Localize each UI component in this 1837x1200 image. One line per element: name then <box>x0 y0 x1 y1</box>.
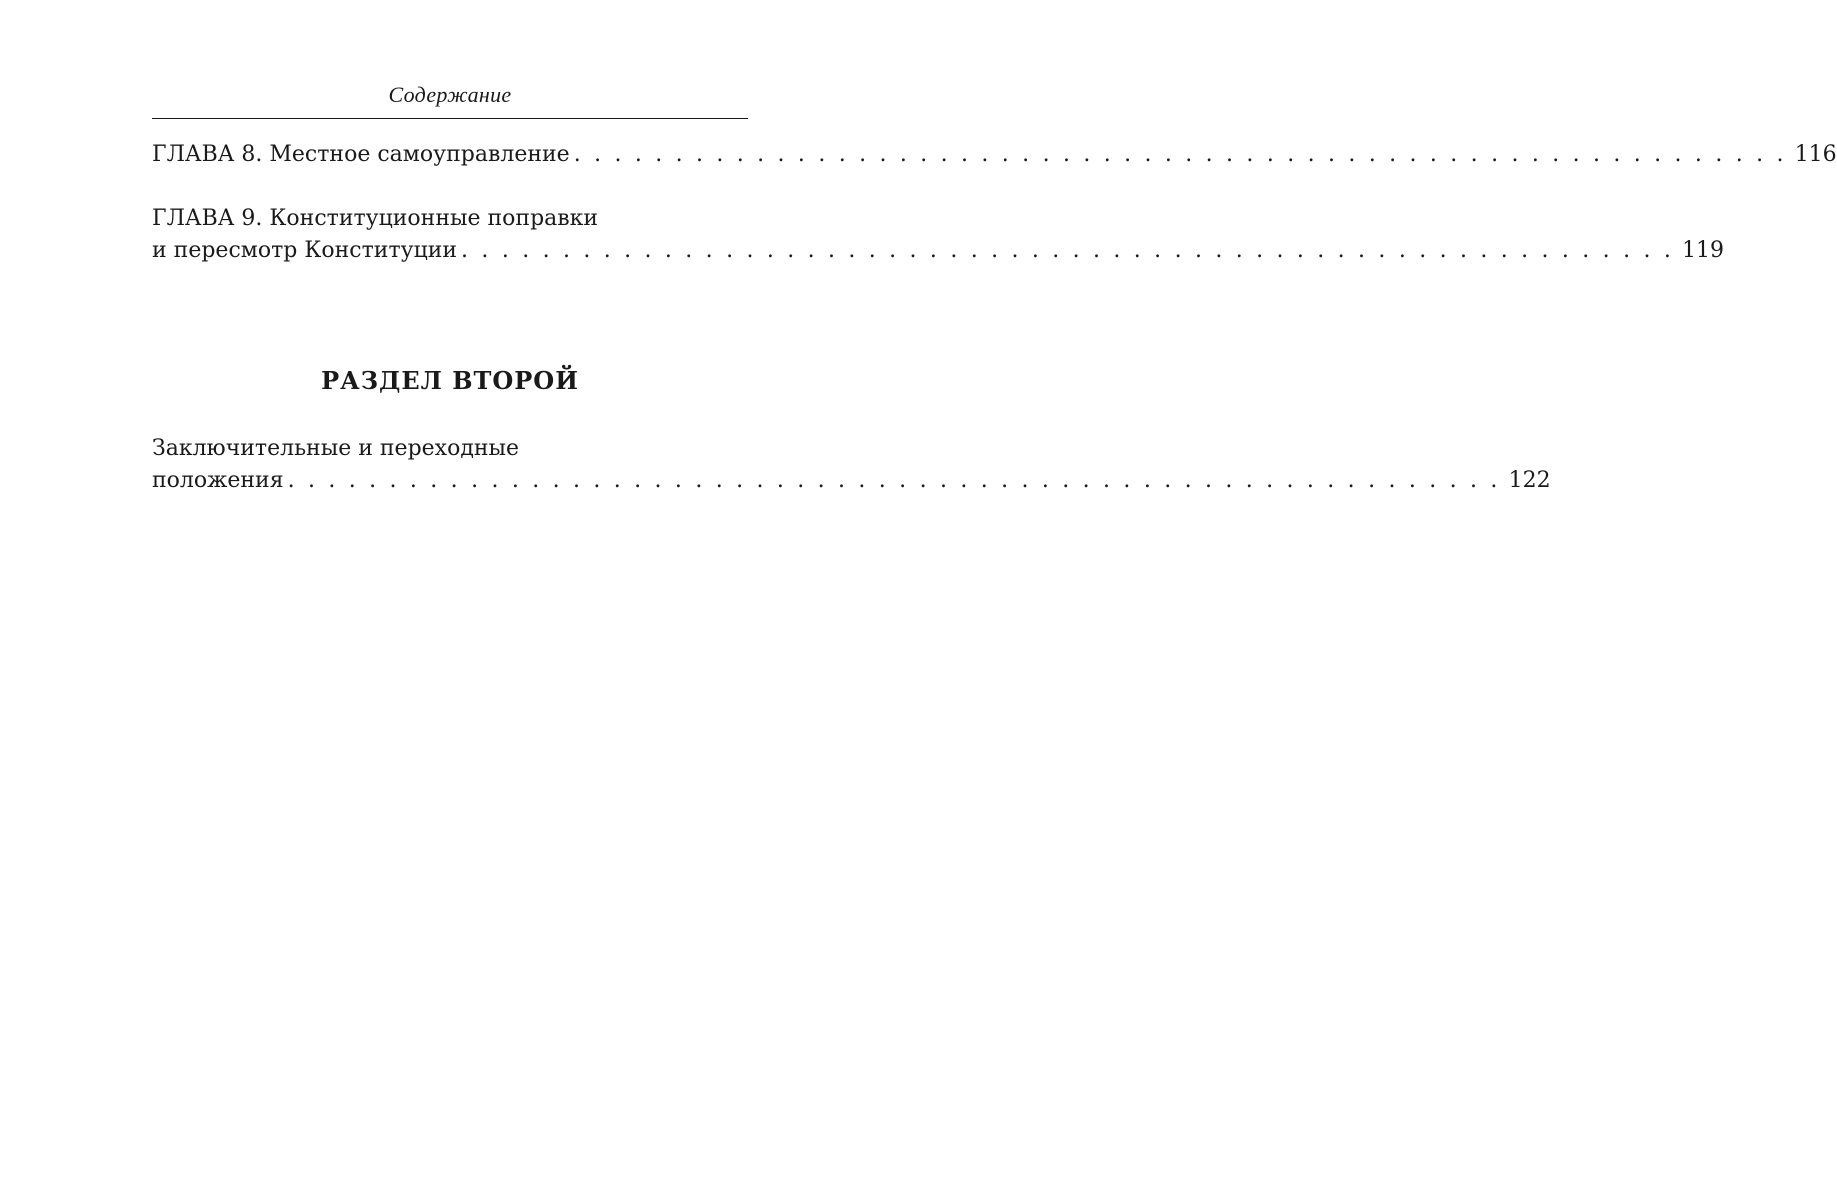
toc-entry-chapter-8[interactable] <box>152 139 1837 171</box>
toc-entry-title-line-2: и пересмотр Конституции <box>152 238 458 263</box>
toc-entry-line <box>152 465 1551 497</box>
dot-leader: . . . . . . . . . . . . . . . . . . . . . . . . . . . . . . . . . . . . . . . . . . . . . . . . . . . . . . . . . . . . <box>287 468 1501 493</box>
header-rule <box>152 118 748 119</box>
toc-entry-final-provisions[interactable] <box>152 433 1551 497</box>
dot-leader: . . . . . . . . . . . . . . . . . . . . . . . . . . . . . . . . . . . . . . . . . . . . . . . . . . . . . . . . . . . . <box>573 142 1787 167</box>
toc-page-number: 119 <box>1682 238 1725 263</box>
toc-entry-title-line-1: ГЛАВА 9. Конституционные поправки <box>152 206 599 231</box>
toc-page-number: 122 <box>1508 468 1551 493</box>
toc-entry-title: ГЛАВА 8. Местное самоуправление <box>152 142 570 167</box>
running-head: Содержание <box>388 82 512 107</box>
toc-entry-title-line-1: Заключительные и переходные <box>152 436 520 461</box>
toc-entry-title-line-2: положения <box>152 468 284 493</box>
toc-page-number: 116 <box>1794 142 1837 167</box>
toc-entry-line <box>152 235 1725 267</box>
dot-leader: . . . . . . . . . . . . . . . . . . . . . . . . . . . . . . . . . . . . . . . . . . . . . . . . . . . . . . . . . . . . <box>461 238 1675 263</box>
toc-entry-line <box>152 139 1837 171</box>
section-heading: РАЗДЕЛ ВТОРОЙ <box>321 366 579 395</box>
toc-entry-chapter-9[interactable] <box>152 203 1725 267</box>
